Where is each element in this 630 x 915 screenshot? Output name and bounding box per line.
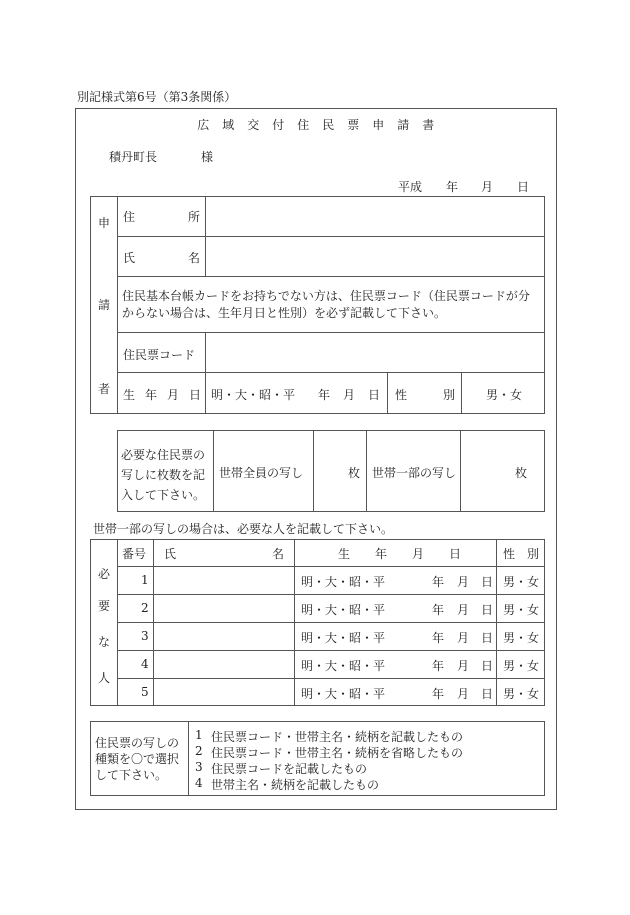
all-members-unit: 枚: [348, 466, 361, 480]
row-name-field[interactable]: [154, 679, 293, 705]
copy-type-option-number: 4: [195, 776, 203, 790]
row-sex-options[interactable]: 男・女: [503, 631, 540, 645]
row-month-unit: 月: [457, 687, 470, 701]
row-name-field[interactable]: [154, 623, 293, 649]
row-sex-options[interactable]: 男・女: [503, 687, 540, 701]
copy-type-option[interactable]: 住民票コードを記載したもの: [211, 762, 368, 776]
header-birthdate: 年: [375, 547, 388, 561]
row-day-unit: 日: [481, 659, 494, 673]
persons-side-char: 要: [98, 599, 111, 613]
row-sex-options[interactable]: 男・女: [503, 603, 540, 617]
applicant-side-char: 請: [98, 298, 111, 312]
header-sex: 性 別: [503, 547, 540, 561]
row-year-unit: 年: [432, 687, 445, 701]
header-number: 番号: [122, 547, 147, 561]
row-era-options[interactable]: 明・大・昭・平: [301, 603, 386, 617]
header-birthdate: 日: [449, 547, 462, 561]
birth-year-unit: 年: [318, 388, 331, 402]
header-birthdate: 月: [412, 547, 425, 561]
row-year-unit: 年: [432, 659, 445, 673]
date-month-unit: 月: [481, 180, 494, 194]
birth-month-unit: 月: [343, 388, 356, 402]
row-name-field[interactable]: [154, 595, 293, 621]
row-day-unit: 日: [481, 603, 494, 617]
date-era: 平成: [398, 180, 423, 194]
addressee-honorific: 様: [201, 150, 214, 164]
row-month-unit: 月: [457, 659, 470, 673]
row-era-options[interactable]: 明・大・昭・平: [301, 687, 386, 701]
birth-day-unit: 日: [368, 388, 381, 402]
sex-label: 別: [443, 388, 456, 402]
partial-count-field[interactable]: [461, 431, 511, 511]
copy-type-instruction: 住民票の写しの種類を〇で選択して下さい。: [95, 736, 180, 782]
row-month-unit: 月: [457, 575, 470, 589]
address-label: 住: [123, 210, 136, 224]
persons-side-char: な: [98, 635, 111, 649]
row-day-unit: 日: [481, 687, 494, 701]
row-month-unit: 月: [457, 603, 470, 617]
copy-type-option-number: 1: [195, 728, 203, 742]
row-year-unit: 年: [432, 575, 445, 589]
header-name: 氏: [164, 547, 177, 561]
row-number: 5: [141, 685, 149, 699]
header-birthdate: 生: [338, 547, 351, 561]
row-number: 3: [141, 629, 149, 643]
row-day-unit: 日: [481, 575, 494, 589]
birthdate-label: 日: [189, 388, 202, 402]
applicant-side-char: 者: [98, 382, 111, 396]
row-number: 4: [141, 657, 149, 671]
header-name: 名: [272, 547, 285, 561]
copy-type-option-number: 2: [195, 744, 203, 758]
resident-code-label: 住民票コード: [123, 348, 196, 362]
sex-options[interactable]: 男・女: [486, 388, 523, 402]
row-day-unit: 日: [481, 631, 494, 645]
address-label: 所: [188, 210, 201, 224]
all-members-copy-label: 世帯全員の写し: [219, 466, 304, 480]
applicant-side-char: 申: [98, 216, 111, 230]
copy-type-option[interactable]: 住民票コード・世帯主名・続柄を記載したもの: [211, 730, 464, 744]
row-number: 1: [141, 573, 149, 587]
name-label: 氏: [123, 251, 136, 265]
persons-side-char: 必: [98, 567, 111, 581]
name-label: 名: [188, 251, 201, 265]
copy-type-option-number: 3: [195, 760, 203, 774]
partial-copy-note: 世帯一部の写しの場合は、必要な人を記載して下さい。: [93, 522, 394, 536]
row-number: 2: [141, 601, 149, 615]
row-era-options[interactable]: 明・大・昭・平: [301, 659, 386, 673]
birthdate-label: 年: [145, 388, 158, 402]
date-year-unit: 年: [446, 180, 459, 194]
form-title: 広 域 交 付 住 民 票 申 請 書: [197, 118, 435, 132]
copies-instruction: 必要な住民票の写しに枚数を記入して下さい。: [121, 448, 206, 502]
address-field[interactable]: [206, 197, 544, 235]
row-name-field[interactable]: [154, 651, 293, 677]
name-field[interactable]: [206, 237, 544, 275]
row-era-options[interactable]: 明・大・昭・平: [301, 575, 386, 589]
partial-copy-label: 世帯一部の写し: [372, 466, 457, 480]
partial-unit: 枚: [515, 466, 528, 480]
row-name-field[interactable]: [154, 567, 293, 593]
copy-type-option[interactable]: 世帯主名・続柄を記載したもの: [211, 778, 380, 792]
persons-side-char: 人: [98, 671, 111, 685]
sex-label: 性: [395, 388, 408, 402]
all-members-count-field[interactable]: [314, 431, 344, 511]
row-sex-options[interactable]: 男・女: [503, 659, 540, 673]
birthdate-label: 生: [123, 388, 136, 402]
row-sex-options[interactable]: 男・女: [503, 575, 540, 589]
birthdate-label: 月: [167, 388, 180, 402]
row-year-unit: 年: [432, 631, 445, 645]
addressee-town: 積丹町長: [109, 150, 158, 164]
code-instruction: 住民基本台帳カードをお持ちでない方は、住民票コード（住民票コードが分からない場合は、生年月日と性別）を必ず記載して下さい。: [122, 289, 530, 320]
form-label: 別記様式第6号（第3条関係）: [77, 90, 237, 104]
row-year-unit: 年: [432, 603, 445, 617]
row-era-options[interactable]: 明・大・昭・平: [301, 631, 386, 645]
copy-type-option[interactable]: 住民票コード・世帯主名・続柄を省略したもの: [211, 746, 464, 760]
row-month-unit: 月: [457, 631, 470, 645]
date-day-unit: 日: [517, 180, 530, 194]
resident-code-field[interactable]: [206, 333, 544, 371]
birth-era-options[interactable]: 明・大・昭・平: [211, 388, 296, 402]
